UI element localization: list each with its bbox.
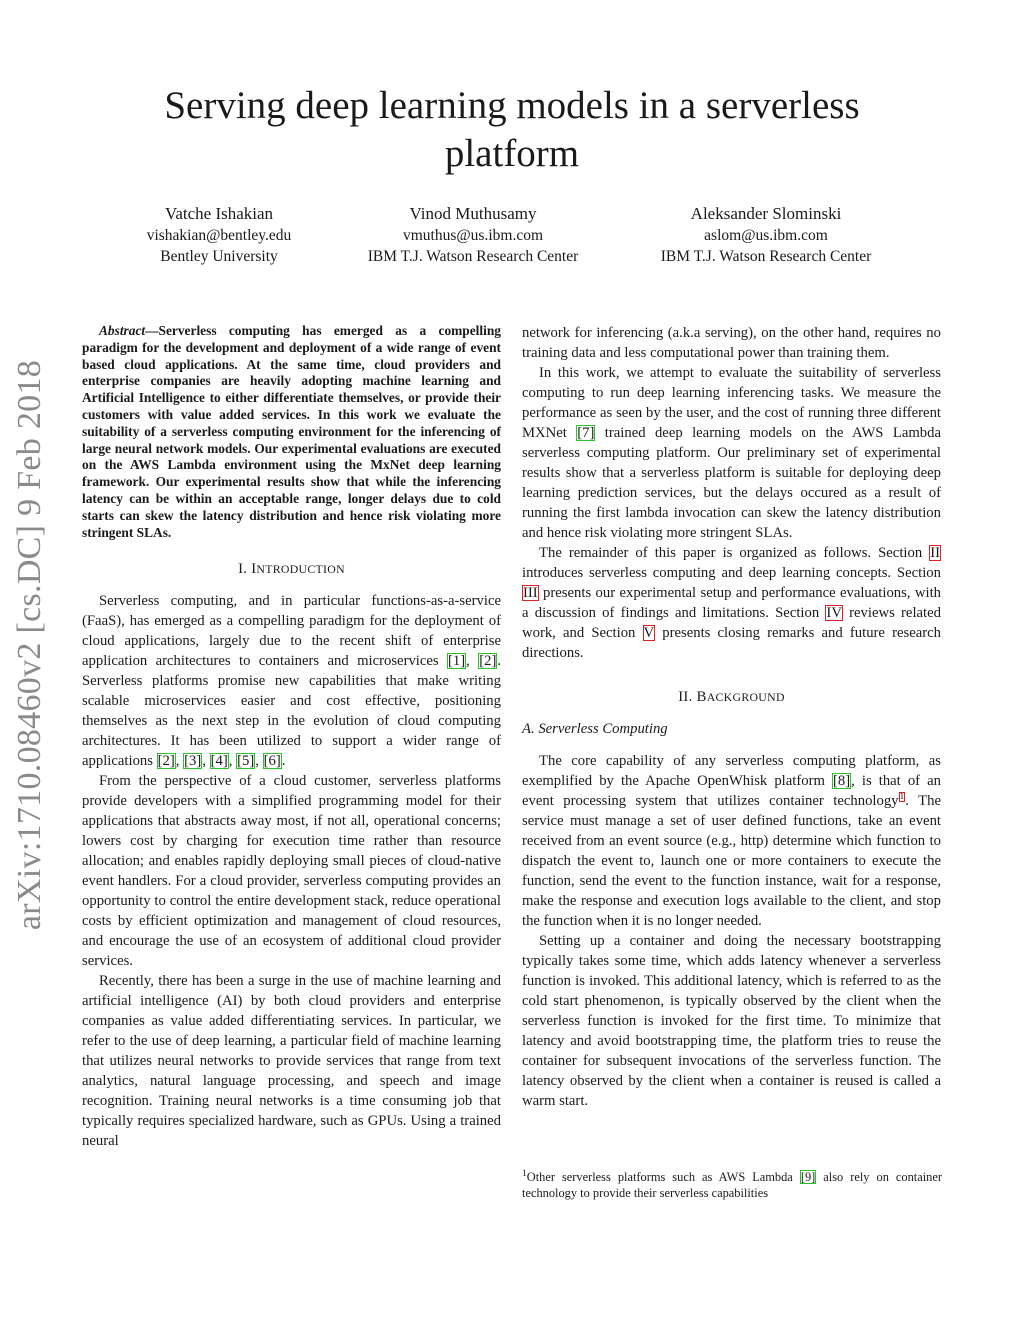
text-run: trained deep learning models on the AWS Lambda serverless computing platform. Our preliminary set of experimental results show that a serverless platform is suitable for deploying deep learning prediction services, but the delays occured as a result of running the first lambda invocation can skew the latency distribution and hence risk violating more stringent SLAs.	[522, 425, 941, 541]
author-email: aslom@us.ibm.com	[704, 227, 828, 244]
background-paragraph-1	[522, 751, 941, 931]
section-numeral: I.	[238, 561, 248, 578]
author-name: Vinod Muthusamy	[409, 204, 537, 223]
section-numeral: II.	[678, 689, 693, 705]
citation-link[interactable]: [1]	[448, 653, 466, 670]
section-initial: I	[251, 561, 257, 578]
background-paragraph-2: Setting up a container and doing the necessary bootstrapping typically takes some time, which adds latency whenever a serverless function is invoked. This additional latency, which is referred to as the cold start phenomenon, is typically observed by the client when the serverless function is invoked for the first time. To minimize that latency and avoid bootstrapping time, the platform tries to reuse the container for subsequent invocations of the serverless function. The latency observed by the client when a container is reused is called a warm start.	[522, 933, 941, 1109]
right-column	[522, 323, 941, 1111]
intro-paragraph-1: Serverless computing, and in particular functions-as-a-service (FaaS), has emerged as a compelling paradigm for the deployment of cloud applications, largely due to the recent shift of enterprise application architectures to containers and microservices [1], [2]. Serverless platforms promise new capabilities that make writing scalable microservices easier and cost effective, positioning themselves as the next step in the evolution of cloud computing architectures. It has been utilized to support a wider range of applications [2], [3], [4], [5], [6].	[82, 593, 502, 770]
author-block-1	[84, 203, 354, 267]
abstract	[82, 323, 501, 541]
footnote	[522, 1170, 942, 1201]
author-email: vmuthus@us.ibm.com	[403, 227, 543, 244]
text-run: The core capability of any serverless computing platform, as exemplified by the Apache OpenWhisk platform	[522, 753, 941, 789]
author-email: vishakian@bentley.edu	[146, 227, 292, 244]
text-run: reviews related work, and Section	[522, 605, 941, 641]
abstract-text: —Serverless computing has emerged as a compelling paradigm for the development and deployment of a wide range of event based cloud applications. At the same time, cloud providers and enterprise companies are heavily adopting machine learning and Artificial Intelligence to either differentiate themselves, or provide their customers with value added services. In this work we evaluate the suitability of a serverless computing environment for the inferencing of large neural network models. Our experimental evaluations are executed on the AWS Lambda environment using the MxNet deep learning framework. Our experimental results show that while the inferencing latency can be within an acceptable range, longer delays due to cold starts can skew the latency distribution and hence risk violating more stringent SLAs.	[82, 323, 501, 540]
intro-paragraph-2: From the perspective of a cloud customer, serverless platforms provide developers with a simplified programming model for their applications that abstracts away most, if not all, operational concerns; lowers cost by charging for execution time rather than resource allocation; and enables rapidly deploying small pieces of cloud-native event handlers. For a cloud provider, serverless computing provides an opportunity to control the entire development stack, reduce operational costs by efficient optimization and management of cloud resources, and encourage the use of an ecosystem of additional cloud provider services.	[82, 773, 501, 970]
text-run: introduces serverless computing and deep learning concepts. Section	[522, 565, 941, 581]
text-run: In this work, we attempt to evaluate the suitability of serverless computing to run deep learning inferencing tasks. We measure the performance as seen by the user, and the cost of running three different MXNet	[522, 365, 941, 441]
citation-link[interactable]: [7]	[577, 425, 595, 441]
footnote-marker-link[interactable]: 1	[899, 792, 905, 803]
citation-link[interactable]: [6]	[263, 753, 281, 770]
left-column	[82, 323, 501, 1151]
arxiv-sidebar	[0, 360, 60, 930]
section-ref-link[interactable]: III	[523, 585, 538, 601]
author-block-2	[338, 203, 608, 267]
text-run: , is that of an event processing system that utilizes container technology	[522, 773, 941, 809]
citation-link[interactable]: [3]	[184, 753, 202, 770]
citation-link[interactable]: [4]	[210, 753, 228, 770]
section-smallcaps: ACKGROUND	[706, 690, 785, 704]
text-run: . Serverless platforms promise new capabilities that make writing scalable microservices easier and cost effective, positioning themselves as the next step in the evolution of cloud computing architectures. It has been utilized to support a wider range of applications	[82, 653, 502, 770]
citation-link[interactable]: [9]	[800, 1170, 816, 1184]
abstract-label: Abstract	[99, 323, 146, 338]
section-ref-link[interactable]: V	[643, 625, 655, 641]
section-initial: B	[696, 689, 707, 705]
citation-link[interactable]: [8]	[832, 773, 851, 789]
author-name: Vatche Ishakian	[164, 204, 274, 223]
intro-paragraph-3: Recently, there has been a surge in the use of machine learning and artificial intelligence (AI) by both cloud providers and enterprise companies as value added differentiating services. In particular, we refer to the use of deep learning, a particular field of machine learning that utilizes neural networks to provide services that range from text analytics, natural language processing, and speech and image recognition. Training neural networks is a time consuming job that typically requires specialized hardware, such as GPUs. Using a trained neural	[82, 973, 501, 1150]
arxiv-identifier: arXiv:1710.08460v2 [cs.DC] 9 Feb 2018	[11, 359, 48, 931]
paper-title: Serving deep learning models in a serverless platform	[164, 84, 860, 175]
intro-paragraph-3-continued: network for inferencing (a.k.a serving), on the other hand, requires no training data and less computational power than training them.	[522, 325, 941, 361]
text-run: presents our experimental setup and performance evaluations, with a discussion of findings and limitations. Section	[522, 585, 941, 621]
intro-paragraph-5	[522, 543, 941, 663]
author-name: Aleksander Slominski	[690, 204, 842, 223]
section-heading-background	[522, 687, 941, 707]
text-run: presents closing remarks and future research directions.	[522, 625, 941, 661]
subsection-heading-serverless: A. Serverless Computing	[522, 721, 668, 737]
author-affiliation: Bentley University	[160, 248, 278, 265]
section-smallcaps: NTRODUCTION	[256, 562, 345, 577]
section-ref-link[interactable]: II	[930, 545, 940, 561]
section-ref-link[interactable]: IV	[826, 605, 842, 621]
footnote-number: 1	[522, 1168, 527, 1179]
citation-link[interactable]: [5]	[237, 753, 255, 770]
intro-paragraph-4	[522, 363, 941, 543]
text-run: also rely on container technology to provide their serverless capabilities	[522, 1170, 942, 1200]
author-affiliation: IBM T.J. Watson Research Center	[660, 248, 872, 265]
text-run: . The service must manage a set of user defined functions, take an event received from an event source (e.g., http) determine which function to dispatch the event to, launch one or more containers to execute the function, send the event to the function instance, wait for a response, make the response and execution logs available to the client, and stop the function when it is no longer needed.	[522, 793, 941, 929]
citation-link[interactable]: [2]	[157, 753, 175, 770]
section-heading-introduction	[82, 559, 501, 579]
author-affiliation: IBM T.J. Watson Research Center	[367, 248, 579, 265]
text-run: Serverless computing, and in particular functions-as-a-service (FaaS), has emerged as a compelling paradigm for the deployment of cloud applications, largely due to the recent shift of enterprise application architectures to containers and microservices	[82, 593, 501, 670]
text-run: The remainder of this paper is organized as follows. Section	[539, 545, 930, 561]
author-block-3	[631, 203, 901, 267]
citation-link[interactable]: [2]	[479, 653, 497, 670]
text-run: Other serverless platforms such as AWS Lambda	[526, 1170, 800, 1184]
